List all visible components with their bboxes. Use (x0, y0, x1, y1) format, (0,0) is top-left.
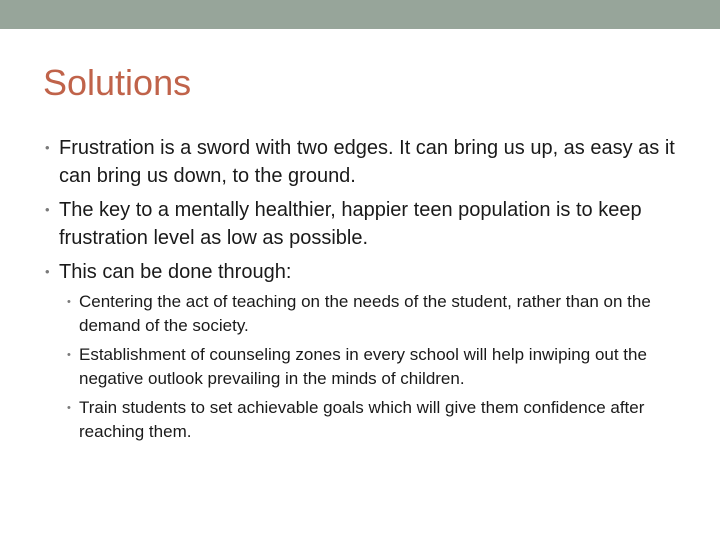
bullet-item: • The key to a mentally healthier, happier teen population is to keep frustration level as low as possible. (59, 196, 699, 252)
slide-title: Solutions (43, 62, 192, 103)
top-accent-bar (0, 0, 720, 29)
sub-bullet-item: • Train students to set achievable goals which will give them confidence after reaching them. (79, 396, 699, 444)
bullet-item: • This can be done through: (59, 258, 699, 286)
sub-bullet-item: • Establishment of counseling zones in every school will help inwiping out the negative outlook prevailing in the minds of children. (79, 343, 699, 391)
sub-bullet-item: • Centering the act of teaching on the needs of the student, rather than on the demand of the society. (79, 290, 699, 338)
bullet-item: • Frustration is a sword with two edges. It can bring us up, as easy as it can bring us down, to the ground. (59, 134, 699, 190)
